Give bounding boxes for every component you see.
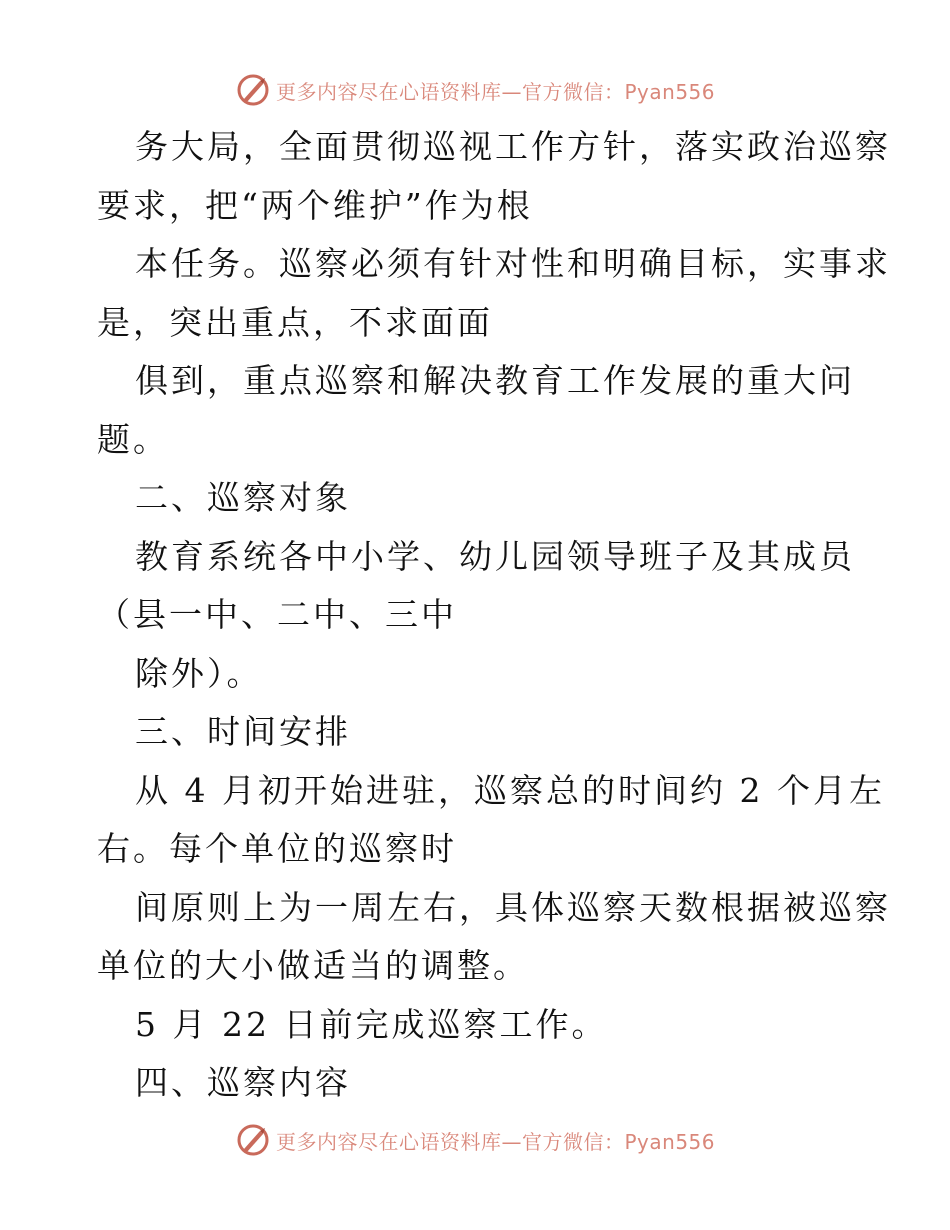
paragraph-line: 右。每个单位的巡察时: [97, 829, 457, 868]
section-heading: 三、时间安排: [135, 712, 351, 751]
header-watermark-banner: [236, 72, 715, 108]
section-heading: 二、巡察对象: [135, 478, 351, 517]
paragraph-line: 题。: [97, 419, 169, 459]
watermark-text: 更多内容尽在心语资料库—官方微信：Pyan556: [276, 1129, 716, 1154]
paragraph-line: 从 4 月初开始进驻，巡察总的时间约 2 个月左: [135, 770, 885, 810]
paragraph-line: 单位的大小做适当的调整。: [97, 946, 529, 985]
paragraph-line: 要求，把“两个维护”作为根: [97, 185, 533, 225]
paragraph-line: 除外）。: [135, 653, 263, 693]
paragraph-line: 本任务。巡察必须有针对性和明确目标，实事求: [135, 244, 891, 283]
paragraph-line: （县一中、二中、三中: [97, 595, 457, 634]
paragraph-line: 5 月 22 日前完成巡察工作。: [135, 1004, 608, 1044]
pen-logo-icon: [236, 1123, 270, 1157]
paragraph-line: 务大局，全面贯彻巡视工作方针，落实政治巡察: [135, 127, 891, 166]
paragraph-line: 是，突出重点，不求面面: [97, 302, 493, 342]
paragraph-line: 间原则上为一周左右，具体巡察天数根据被巡察: [135, 887, 891, 927]
footer-watermark-banner: [236, 1122, 715, 1158]
document-body: [97, 118, 891, 1113]
watermark-text: 更多内容尽在心语资料库—官方微信：Pyan556: [276, 79, 716, 104]
section-heading: 四、巡察内容: [135, 1063, 351, 1102]
pen-logo-icon: [236, 73, 270, 107]
paragraph-line: 俱到，重点巡察和解决教育工作发展的重大问: [135, 361, 855, 400]
paragraph-line: 教育系统各中小学、幼儿园领导班子及其成员: [135, 536, 855, 576]
